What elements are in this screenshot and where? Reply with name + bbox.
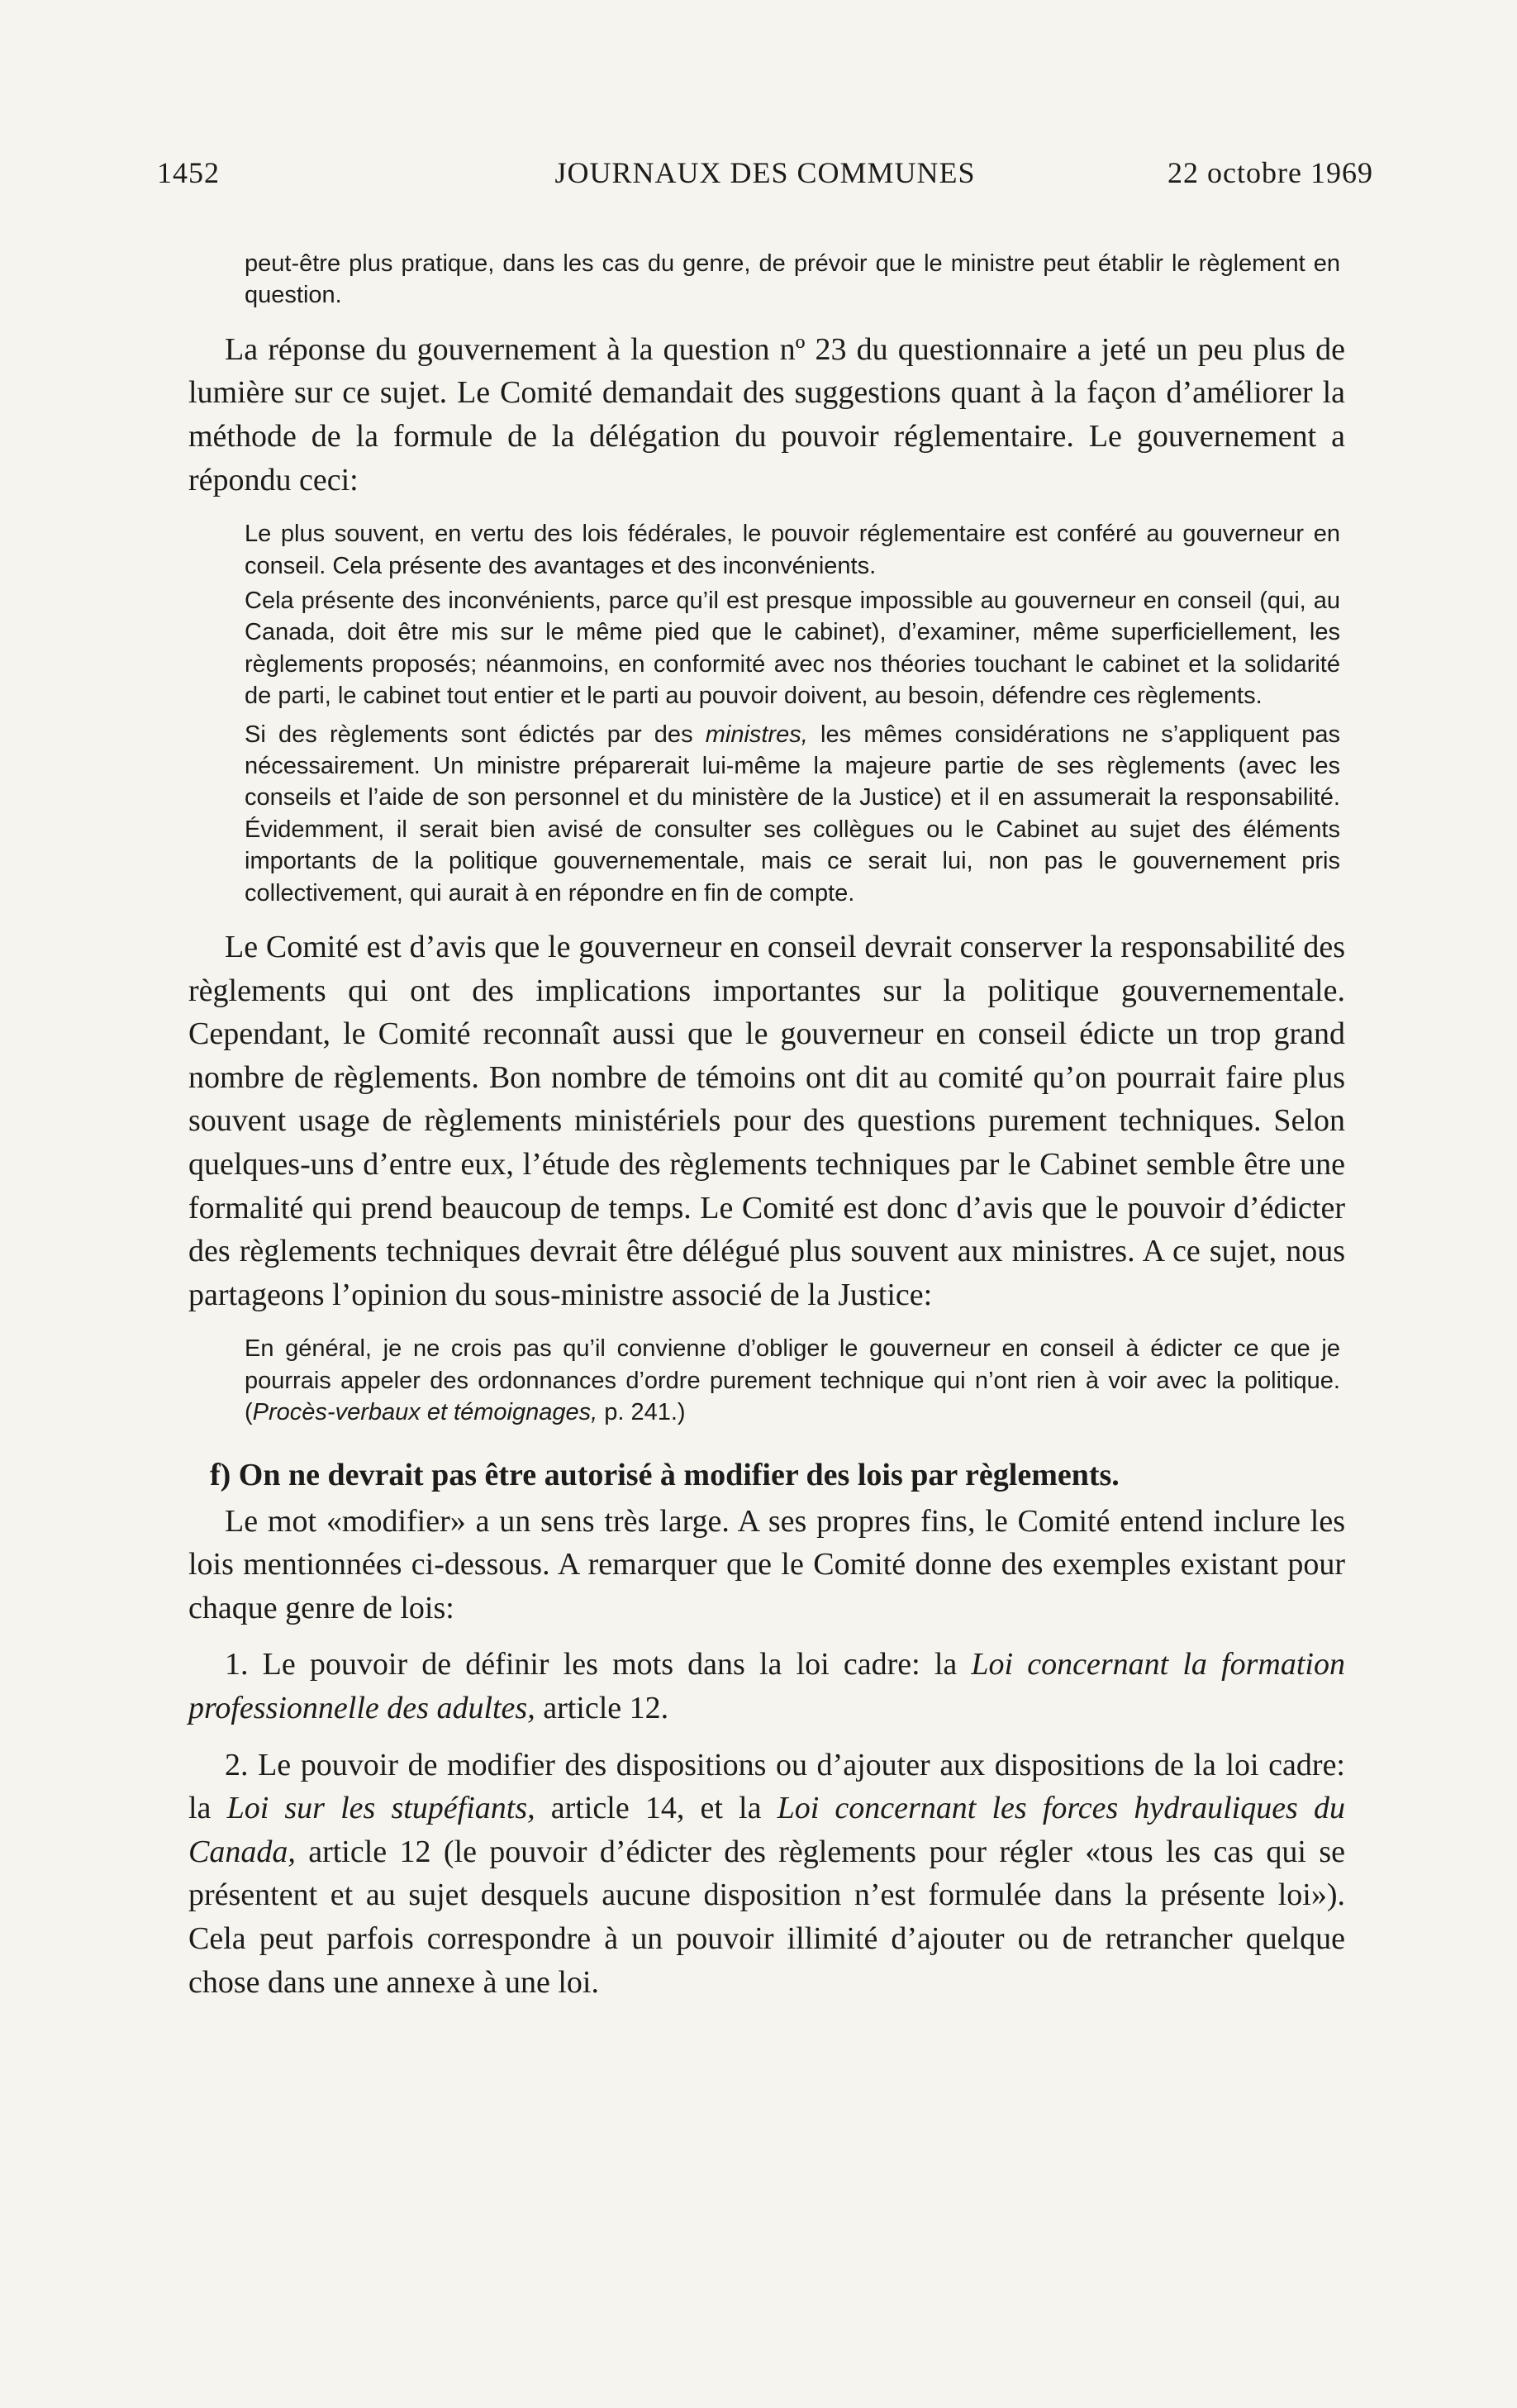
quote-text: En général, je ne crois pas qu’il convienne d’obliger le gouverneur en conseil à édicter ce que je pourrais appeler des ordonnances d’ordre purement technique qui n’ont rien à voir avec la politique. (: [245, 1335, 1340, 1426]
quote-deputy-minister: [245, 1333, 1340, 1428]
item-text: article 14, et la: [535, 1791, 778, 1826]
act-title: Loi concernant les forces hydrauliques du Canada,: [188, 1791, 1345, 1869]
act-title: Loi sur les stupéfiants,: [226, 1791, 535, 1826]
page-header: [157, 155, 1373, 195]
item-text: 1. Le pouvoir de définir les mots dans la loi cadre: la: [225, 1647, 972, 1682]
paragraph-committee-opinion: Le Comité est d’avis que le gouverneur en conseil devrait conserver la responsabilité des règlements qui ont des implications importantes sur la politique gouvernementale. Cependant, le Comité reconnaît aussi que le gouverneur en conseil édicte un trop grand nombre de règlements. Bon nombre de témoins ont dit au comité qu’on pourrait faire plus souvent usage de règlements ministériels pour des questions purement techniques. Selon quelques-uns d’entre eux, l’étude des règlements techniques par le Cabinet semble être une formalité qui prend beaucoup de temps. Le Comité est donc d’avis que le pouvoir d’édicter des règlements techniques devrait être délégué plus souvent aux ministres. A ce sujet, nous partageons l’opinion du sous-ministre associé de la Justice:: [188, 930, 1345, 1312]
item-text: 2. Le pouvoir de modifier des dispositions ou d’ajouter aux dispositions de la loi cadre: la: [188, 1747, 1345, 1826]
list-item-1: [188, 1643, 1345, 1730]
quote-paragraph-2: Cela présente des inconvénients, parce qu’il est presque impossible au gouverneur en conseil (qui, au Canada, doit être mis sur le même pied que le cabinet), d’examiner, même superficiellement, les règlements proposés; néanmoins, en conformité avec nos théories touchant le cabinet et la solidarité de parti, le cabinet tout entier et le parti au pouvoir doivent, au besoin, défendre ces règlements.: [245, 588, 1340, 710]
quote-paragraph-1: Le plus souvent, en vertu des lois fédérales, le pouvoir réglementaire est conféré au gouverneur en conseil. Cela présente des avantages et des inconvénients.: [245, 521, 1340, 579]
item-text: article 12 (le pouvoir d’édicter des règlements pour régler «tous les cas qui se présentent et au sujet desquels aucune disposition n’est formulée dans la présente loi»). Cela peut parfois correspondre à un pouvoir illimité d’ajouter ou de retrancher quelque chose dans une annexe à une loi.: [188, 1834, 1345, 2000]
quote-text: Si des règlements sont édictés par des: [245, 721, 706, 748]
section-heading-f: f) On ne devrait pas être autorisé à modifier des lois par règlements.: [210, 1457, 1120, 1492]
emphasis-ministres: ministres,: [705, 721, 808, 748]
journal-title: JOURNAUX DES COMMUNES: [554, 156, 976, 189]
paragraph-modifier: Le mot «modifier» a un sens très large. A ses propres fins, le Comité entend inclure les lois mentionnées ci-dessous. A remarquer que le Comité donne des exemples existant pour chaque genre de lois:: [188, 1503, 1345, 1625]
block-quote-deputy-minister: [245, 1333, 1340, 1428]
quote-text: les mêmes considérations ne s’appliquent pas nécessairement. Un ministre préparerait lui-même la majeure partie de ses règlements (avec les conseils et l’aide de son personnel et du ministère de la Justice) et il en assumerait la responsabilité. Évidemment, il serait bien avisé de consulter ses collègues ou le Cabinet au sujet des éléments importants de la politique gouvernementale, mais ce serait lui, non pas le gouvernement pris collectivement, qui aurait à en répondre en fin de compte.: [245, 721, 1340, 907]
list-item-2: [188, 1744, 1345, 2005]
header-date: 22 octobre 1969: [1167, 156, 1373, 189]
intro-quote: peut-être plus pratique, dans les cas du genre, de prévoir que le ministre peut établir le règlement en question.: [245, 250, 1340, 309]
block-quote-government: [245, 518, 1340, 909]
citation-page: p. 241.): [597, 1399, 686, 1426]
citation: Procès-verbaux et témoignages,: [252, 1399, 598, 1426]
act-title: Loi concernant la formation professionnelle des adultes,: [188, 1647, 1345, 1725]
item-text: article 12.: [535, 1691, 669, 1725]
page-body: [188, 248, 1345, 2004]
quote-paragraph-3: [245, 719, 1340, 909]
paragraph-government-response: La réponse du gouvernement à la question nº 23 du questionnaire a jeté un peu plus de lumière sur ce sujet. Le Comité demandait des suggestions quant à la façon d’améliorer la méthode de la formule de la délégation du pouvoir réglementaire. Le gouvernement a répondu ceci:: [188, 331, 1345, 497]
page-number: 1452: [157, 156, 220, 189]
